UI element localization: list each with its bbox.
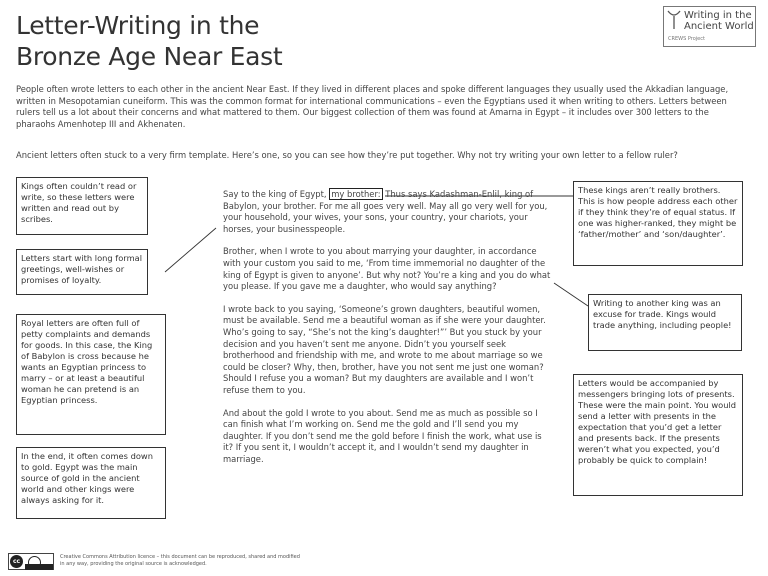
letter-p1-rest: Thus says Kadashman-Enlil, king of Babylon, your brother. For me all goes very well. May all go very well for you, your household, your wives, your sons, your country, your chariots, your horses, your businesspeople. xyxy=(223,189,548,234)
creative-commons-badge-icon xyxy=(8,553,54,570)
connector-greetings-note xyxy=(165,228,216,272)
connector-trade-note xyxy=(554,283,588,306)
logo-line-1: Writing in the xyxy=(684,10,752,21)
title-line-2: Bronze Age Near East xyxy=(16,42,283,71)
license-text: Creative Commons Attribution licence – this document can be reproduced, shared and modified in any way, providing the original source is acknowledged. xyxy=(60,554,300,567)
letter-paragraph-3: I wrote back to you saying, ‘Someone’s grown daughters, beautiful women, must be available. Send me a beautiful woman as if she were your daughter. Who’s going to say, “She’s not the king’s daughter!”’ But you stuck by your decision and you haven’t sent me anyone. Didn’t you yourself seek brotherhood and friendship with me, and wrote to me about marriage so we could be closer? Why, then, brother, have you not sent me just one woman? Should I refuse you a woman? But my daughters are available and I won’t refuse them to you. xyxy=(223,303,546,395)
note-presents: Letters would be accompanied by messengers bringing lots of presents. These were the main point. You would send a letter with presents in the expectation that you’d get a letter and presents back. If the presents weren’t what you expected, you’d probably be quick to complain! xyxy=(573,374,743,496)
template-intro-paragraph: Ancient letters often stuck to a very firm template. Here’s one, so you can see how they’re put together. Why not try writing your own letter to a fellow ruler? xyxy=(16,150,678,160)
logo-line-2: Ancient World xyxy=(684,21,754,32)
note-scribes: Kings often couldn’t read or write, so these letters were written and read out by scribes. xyxy=(16,177,148,235)
letter-paragraph-4: And about the gold I wrote to you about. Send me as much as possible so I can finish what I’m working on. Send me the gold and I’ll send you my daughter. If you don’t send me the gold before I finish the work, what use is it? If you sent it, I wouldn’t accept it, and I wouldn’t send my daughter in marriage. xyxy=(223,407,542,464)
note-greetings: Letters start with long formal greetings, well-wishes or promises of loyalty. xyxy=(16,249,148,295)
letter-body xyxy=(223,189,553,476)
letter-paragraph-2: Brother, when I wrote to you about marrying your daughter, in accordance with your custom you said to me, ‘From time immemorial no daughter of the king of Egypt is given to anyone’. But why not? You’re a king and you do what you please. If you gave me a daughter, who would say anything? xyxy=(223,246,551,292)
badge-bar xyxy=(25,564,53,570)
intro-paragraph: People often wrote letters to each other in the ancient Near East. If they lived in different places and spoke different languages they usually used the Akkadian language, written in Mesopotamian cuneiform. This was the common format for international communications – even the Egyptians used it when writing to others. Letters between rulers tell us a lot about their concerns and what mattered to them. Our biggest collection of them was found at Amarna in Egypt – it includes over 300 letters to the pharaohs Amenhotep III and Akhenaten. xyxy=(16,84,729,129)
letter-p1-start: Say to the king of Egypt, xyxy=(223,189,330,199)
note-brothers: These kings aren’t really brothers. This is how people address each other if they think they’re of equal status. If one was higher-ranked, they might be ‘father/mother’ and ‘son/daughter’. xyxy=(573,181,743,266)
cc-circle-icon: cc xyxy=(10,555,23,568)
logo-project-label: CREWS Project xyxy=(668,36,705,42)
note-gold: In the end, it often comes down to gold. Egypt was the main source of gold in the ancient world and other kings were always asking for it. xyxy=(16,447,166,519)
note-trade: Writing to another king was an excuse for trade. Kings would trade anything, including people! xyxy=(588,294,742,351)
note-complaints: Royal letters are often full of petty complaints and demands for goods. In this case, the King of Babylon is cross because he wants an Egyptian princess to marry – or at least a beautiful woman he can pretend is an Egyptian princess. xyxy=(16,314,166,435)
highlight-my-brother: my brother: xyxy=(331,189,381,199)
letter-paragraph-greeting xyxy=(223,189,553,235)
title-line-1: Letter-Writing in the xyxy=(16,11,260,40)
